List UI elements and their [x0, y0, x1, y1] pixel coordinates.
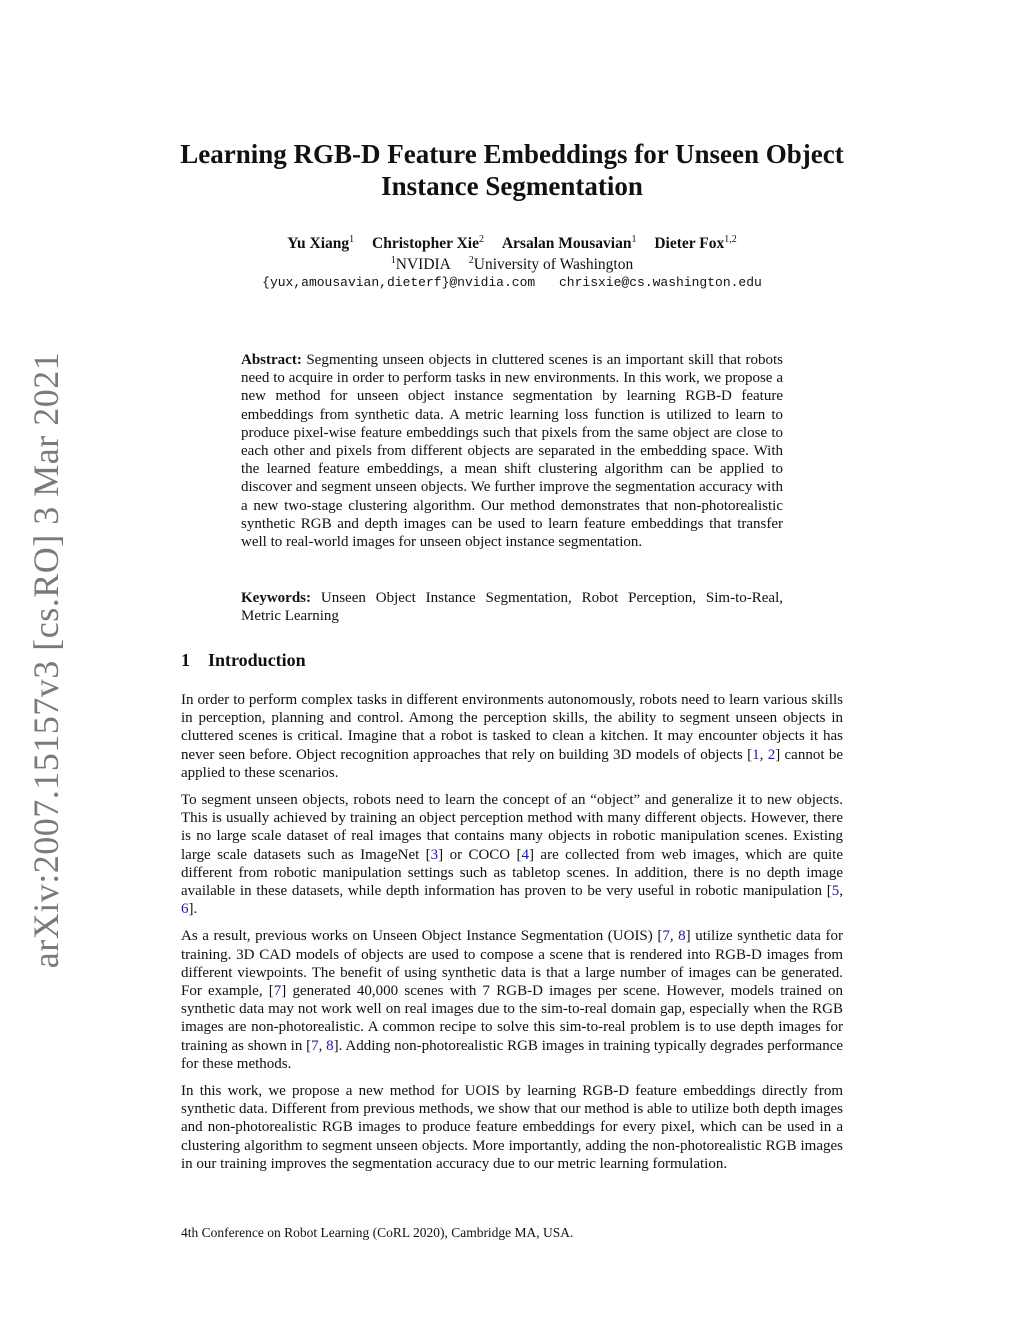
citation-link[interactable]: 6: [181, 901, 189, 918]
email: chrisxie@cs.washington.edu: [559, 275, 762, 290]
paragraph: In this work, we propose a new method for UOIS by learning RGB-D feature embeddings directly from synthetic data. Different from previous methods, we show that our method is able to utilize both depth images and non-photorealistic RGB images to produce feature embeddings for every pixel, which can be used in a clustering algorithm to segment unseen objects. More importantly, adding the non-photorealistic RGB images in our training improves the segmentation accuracy due to our metric learning formulation.: [181, 1083, 843, 1172]
affiliation: $^2$University of Washington: [468, 254, 634, 273]
affiliations: [150, 256, 874, 274]
conference-footnote: 4th Conference on Robot Learning (CoRL 2020), Cambridge MA, USA.: [181, 1225, 574, 1240]
author: Arsalan Mousavian$^1$: [501, 233, 637, 252]
abstract-label: Abstract:: [241, 352, 302, 368]
paragraph: In order to perform complex tasks in different environments autonomously, robots need to learn various skills in perception, planning and control. Among the perception skills, the ability to segment unseen objects in cluttered scenes is critical. Imagine that a robot is tasked to clean a kitchen. It may encounter objects it has never seen before. Object recognition approaches that rely on building 3D models of objects [1, 2] cannot be applied to these scenarios.: [181, 692, 844, 781]
citation-link[interactable]: 8: [326, 1037, 334, 1054]
section-number: 1: [181, 650, 190, 670]
citation-link[interactable]: 3: [430, 846, 439, 863]
author: Dieter Fox$^{1,2}$: [654, 233, 737, 252]
keywords: [241, 589, 783, 625]
author-list: [150, 235, 874, 253]
email: {yux,amousavian,dieterf}@nvidia.com: [262, 275, 536, 290]
abstract: [241, 351, 783, 551]
section-heading: [181, 650, 306, 671]
arxiv-stamp: [18, 351, 74, 969]
citation-link[interactable]: 5: [831, 883, 840, 900]
citation-link[interactable]: 7: [273, 983, 282, 1000]
paragraph: To segment unseen objects, robots need to learn the concept of an “object” and generalize it to new objects. This is usually achieved by training an object perception method with many different objects. However, there is no large scale dataset of real images that contains many objects in robotic manipulation scenes. Existing large scale datasets such as ImageNet [3] or COCO [4] are collected from web images, which are quite different from robotic manipulation settings such as tabletop scenes. In addition, there is no depth image available in these datasets, while depth information has proven to be very useful in robotic manipulation [5, 6].: [181, 792, 843, 918]
paragraph: As a result, previous works on Unseen Object Instance Segmentation (UOIS) [7, 8] utilize synthetic data for training. 3D CAD models of objects are used to compose a scene that is rendered into RGB-D images from different viewpoints. The benefit of using synthetic data is that a large number of images can be generated. For example, [7] generated 40,000 scenes with 7 RGB-D images per scene. However, models trained on synthetic data may not work well on real images due to the sim-to-real domain gap, especially when the RGB images are non-photorealistic. A common recipe to solve this sim-to-real problem is to use depth images for training as shown in [7, 8]. Adding non-photorealistic RGB images in training typically degrades performance for these methods.: [181, 928, 844, 1072]
citation-link[interactable]: 7: [311, 1037, 319, 1054]
keywords-text: Unseen Object Instance Segmentation, Robot Perception, Sim-to-Real, Metric Learning: [241, 590, 783, 625]
arxiv-stamp-text: arXiv:2007.15157v3 [cs.RO] 3 Mar 2021: [26, 351, 67, 969]
keywords-label: Keywords:: [241, 590, 311, 606]
citation-link[interactable]: 2: [767, 746, 776, 763]
author: Yu Xiang$^1$: [287, 233, 355, 252]
citation-link[interactable]: 4: [521, 846, 530, 863]
abstract-text: Segmenting unseen objects in cluttered scenes is an important skill that robots need to acquire in order to perform tasks in new environments. In this work, we propose a new method for unseen object instance segmentation by learning RGB-D feature embeddings from synthetic data. A metric learning loss function is utilized to learn to produce pixel-wise feature embeddings such that pixels from the same object are close to each other and pixels from different objects are separated in the embedding space. With the learned feature embeddings, a mean shift clustering algorithm can be applied to discover and segment unseen objects. We further improve the segmentation accuracy with a new two-stage clustering algorithm. Our method demonstrates that non-photorealistic synthetic RGB and depth images can be used to learn feature embeddings that transfer well to real-world images for unseen object instance segmentation.: [241, 352, 784, 551]
author-emails: [150, 275, 874, 290]
body-text: [181, 691, 843, 1182]
author: Christopher Xie$^2$: [372, 233, 484, 252]
affiliation: $^1$NVIDIA: [390, 254, 451, 273]
citation-link[interactable]: 8: [678, 928, 686, 945]
paper-title: Learning RGB-D Feature Embeddings for Unseen Object Instance Segmentation: [180, 139, 844, 201]
citation-link[interactable]: 7: [662, 928, 670, 945]
citation-link[interactable]: 1: [752, 746, 760, 763]
section-title: Introduction: [208, 650, 306, 670]
